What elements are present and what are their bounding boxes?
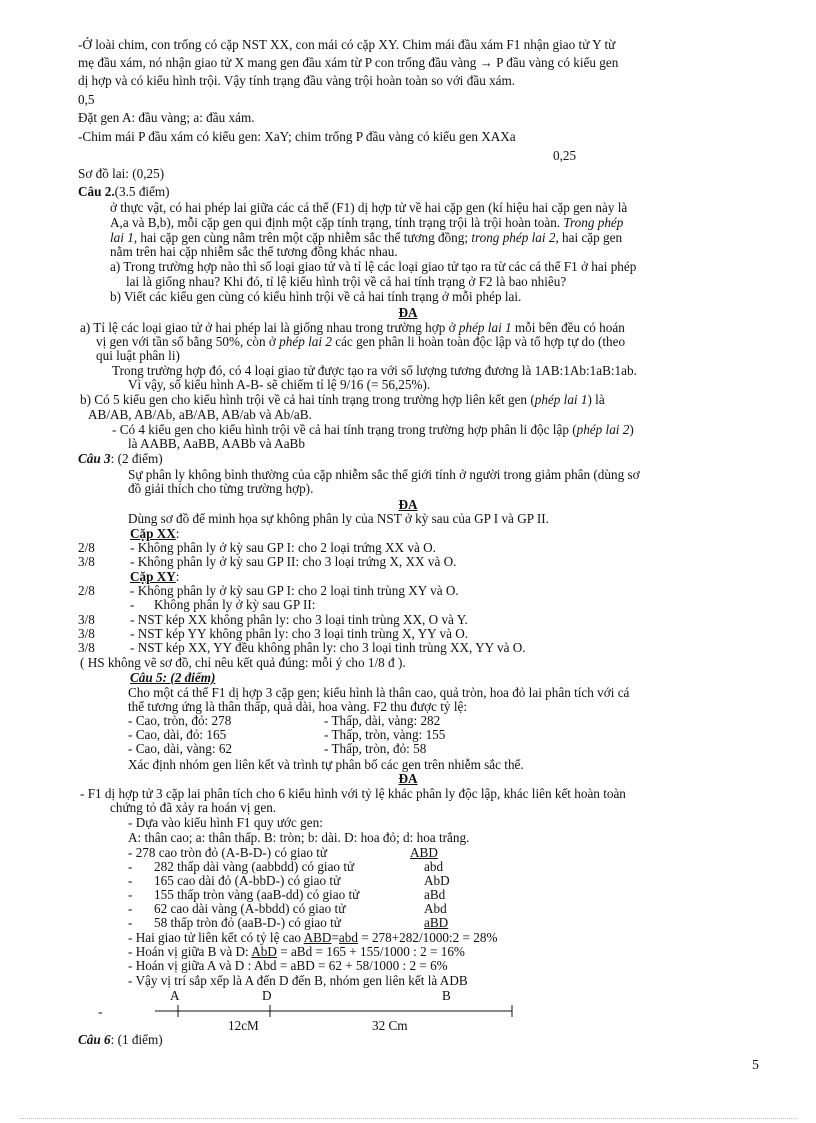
gene-map-line [0, 1000, 816, 1030]
text-line: - Dựa vào kiểu hình F1 quy ước gen: [128, 815, 323, 830]
text-line: - NST kép XX không phân ly: cho 3 loại tinh trùng XX, O và Y. [130, 612, 468, 627]
text-run: a) Tỉ lệ các loại giao tử ở hai phép lai là giống nhau trong trường hợp ở [80, 320, 456, 335]
distance-label: 12cM [228, 1018, 259, 1033]
text-line: đồ giải thích cho từng trường hợp). [128, 481, 314, 496]
gamete: Abd [424, 901, 447, 916]
text-run: vị gen với tần số bằng 50%, còn ở [96, 334, 276, 349]
text-run: Trong phép [563, 215, 624, 230]
text-line: - Vậy vị trí sắp xếp là A đến D đến B, nhóm gen liên kết là ADB [128, 973, 468, 988]
subheading [130, 527, 179, 541]
gamete-row: 282 thấp dài vàng (aabbdd) có giao tử [154, 859, 355, 874]
text-line: là AABB, AaBB, AABb và AaBb [128, 436, 305, 451]
bullet: - [98, 1004, 103, 1019]
question-label: Câu 6 [78, 1032, 111, 1047]
text-line [80, 321, 625, 335]
score: 2/8 [78, 540, 95, 555]
bullet: - [128, 859, 133, 874]
text-run: trong phép lai 2 [471, 230, 556, 245]
text-line [110, 216, 623, 230]
text-run: = [331, 930, 339, 945]
gamete: AbD [424, 873, 450, 888]
gene-label-d: D [262, 988, 272, 1003]
bullet: - [128, 873, 133, 888]
text-line: Cho một cá thể F1 dị hợp 3 cặp gen; kiểu hình là thân cao, quả tròn, hoa đỏ lai phân tích với cá [128, 685, 630, 700]
gamete-row: - 278 cao tròn đỏ (A-B-D-) có giao tử [128, 845, 328, 860]
text-run: ) là [587, 392, 605, 407]
text-line [112, 423, 634, 437]
gene-label-a: A [170, 988, 180, 1003]
score: 3/8 [78, 612, 95, 627]
gamete: ABD [410, 845, 438, 860]
text-run: phép lai 1 [458, 320, 512, 335]
text-line: -Chim mái P đầu xám có kiểu gen: XaY; chim trống P đầu vàng có kiểu gen XAXa [78, 129, 516, 144]
page-bottom-rule [20, 1118, 796, 1119]
answer-heading: ĐA [398, 497, 418, 512]
text-line [96, 335, 625, 349]
score: 0,5 [78, 92, 95, 107]
gamete: aBD [424, 915, 449, 930]
text-run: = aBd = 165 + 155/1000 : 2 = 16% [280, 944, 465, 959]
text-run: , hai cặp gen [555, 230, 623, 245]
bullet: - [128, 901, 133, 916]
text-line: - Hoán vị giữa A và D : Abd = aBD = 62 + 58/1000 : 2 = 6% [128, 958, 448, 973]
score: 3/8 [78, 640, 95, 655]
gamete: abd [424, 859, 444, 874]
text-run: : [175, 569, 180, 584]
text-run: lai 1 [110, 230, 134, 245]
question-heading [78, 185, 170, 199]
question-heading: Câu 5: (2 điểm) [130, 670, 216, 685]
text-run: phép lai 2 [576, 422, 630, 437]
score: 3/8 [78, 626, 95, 641]
text-line: b) Viết các kiểu gen cùng có kiểu hình trội về cả hai tính trạng ở mỗi phép lai. [110, 289, 522, 304]
answer-heading: ĐA [398, 771, 418, 786]
text-line [80, 393, 605, 407]
list-item: - Thấp, dài, vàng: 282 [324, 713, 441, 728]
text-line: AB/AB, AB/Ab, aB/AB, AB/ab và Ab/aB. [88, 407, 312, 422]
score: 3/8 [78, 554, 95, 569]
list-item: - Cao, tròn, đỏ: 278 [128, 713, 232, 728]
text-run: - Hoán vị giữa B và D: [128, 944, 249, 959]
text-line: thể tương ứng là thân thấp, quả dài, hoa vàng. F2 thu được tỷ lệ: [128, 699, 468, 714]
text-line: Dùng sơ đồ để minh họa sự không phân ly của NST ở kỳ sau của GP I và GP II. [128, 511, 549, 526]
text-line: -Ở loài chim, con trống có cặp NST XX, con mái có cặp XY. Chim mái đầu xám F1 nhận giao tử Y từ [78, 37, 616, 52]
text-run: các gen phân li hoàn toàn độc lập và tổ hợp tự do (theo [335, 334, 626, 349]
gamete: aBd [424, 887, 446, 902]
list-item: - Cao, dài, đỏ: 165 [128, 727, 227, 742]
text-run: = 278+282/1000:2 = 28% [361, 930, 498, 945]
text-line: - F1 dị hợp tử 3 cặp lai phân tích cho 6 kiểu hình với tỷ lệ khác phân ly độc lập, khác liên kết hoàn toàn [80, 786, 626, 801]
text-line: - Không phân ly ở kỳ sau GP I: cho 2 loại trứng XX và O. [130, 540, 436, 555]
gamete-row: 155 thấp tròn vàng (aaB-dd) có giao tử [154, 887, 360, 902]
text-line: nằm trên hai cặp nhiễm sắc thể tương đồng khác nhau. [110, 244, 398, 259]
text-line [128, 931, 497, 945]
text-line: - NST kép YY không phân ly: cho 3 loại tinh trùng X, YY và O. [130, 626, 469, 641]
list-item: - Cao, dài, vàng: 62 [128, 741, 233, 756]
question-heading [78, 452, 163, 466]
answer-heading: ĐA [398, 305, 418, 320]
text-run: - Có 4 kiểu gen cho kiểu hình trội về cả hai tính trạng trong trường hợp phân li độc lập ( [112, 422, 577, 437]
text-line: Xác định nhóm gen liên kết và trình tự phân bố các gen trên nhiễm sắc thể. [128, 757, 524, 772]
text-run: mỗi bên đều có hoán [514, 320, 625, 335]
text-line: A: thân cao; a: thân thấp. B: tròn; b: dài. D: hoa đỏ; d: hoa trắng. [128, 830, 470, 845]
bullet: - [128, 887, 133, 902]
list-item: - Thấp, tròn, vàng: 155 [324, 727, 446, 742]
text-run: A,a và B,b), mỗi cặp gen qui định một cặp tính trạng, tính trạng trội là trội hoàn toàn. [110, 215, 561, 230]
distance-label: 32 Cm [372, 1018, 408, 1033]
text-line: Không phân ly ở kỳ sau GP II: [154, 597, 316, 612]
question-heading [78, 1033, 163, 1047]
page-number: 5 [752, 1058, 759, 1073]
text-line: chứng tỏ đã xảy ra hoán vị gen. [110, 800, 277, 815]
text-run: , hai cặp gen cùng nằm trên một cặp nhiễm sắc thể tương đồng; [133, 230, 469, 245]
text-line: Sự phân ly không bình thường của cặp nhiễm sắc thể giới tính ở người trong giảm phân (dùng sơ [128, 467, 640, 482]
gamete-row: 165 cao dài đỏ (A-bbD-) có giao tử [154, 873, 341, 888]
text-line: a) Trong trường hợp nào thì số loại giao tử và tỉ lệ các loại giao tử tạo ra từ các cá thể F1 ở hai phép [110, 259, 637, 274]
text-line: - Không phân ly ở kỳ sau GP II: cho 3 loại trứng X, XX và O. [130, 554, 457, 569]
text-line: Sơ đồ lai: (0,25) [78, 166, 165, 181]
text-run: Cặp XX [130, 526, 176, 541]
subheading [130, 570, 179, 584]
question-label: Câu 3 [78, 451, 111, 466]
question-label: Câu 2. [78, 184, 115, 199]
text-run: phép lai 1 [534, 392, 588, 407]
text-line: mẹ đầu xám, nó nhận giao tử X mang gen đầu xám từ P con trống đầu vàng → P đầu vàng có kiểu gen [78, 55, 619, 70]
text-line [128, 945, 465, 959]
text-line [110, 231, 622, 245]
text-line: - [130, 597, 135, 612]
question-points: : (2 điểm) [110, 451, 163, 466]
text-line: ( HS không vẽ sơ đồ, chỉ nêu kết quả đúng: mỗi ý cho 1/8 đ ). [80, 655, 406, 670]
question-points: : (1 điểm) [110, 1032, 163, 1047]
text-run: ) [629, 422, 634, 437]
text-run: Cặp XY [130, 569, 176, 584]
gamete-row: 58 thấp tròn đỏ (aaB-D-) có giao tử [154, 915, 341, 930]
gene-label-b: B [442, 988, 451, 1003]
text-line: lai là giống nhau? Khi đó, tỉ lệ kiểu hình trội về cả hai tính trạng ở F2 là bao nhiêu? [126, 274, 567, 289]
text-run: : [175, 526, 180, 541]
text-run: ABD [303, 930, 332, 945]
text-line: Vì vậy, số kiểu hình A-B- sẽ chiếm tỉ lệ 9/16 (= 56,25%). [128, 377, 431, 392]
text-run: b) Có 5 kiểu gen cho kiểu hình trội về cả hai tính trạng trong trường hợp liên kết gen ( [80, 392, 535, 407]
text-line: Đặt gen A: đầu vàng; a: đầu xám. [78, 110, 255, 125]
text-line: - Không phân ly ở kỳ sau GP I: cho 2 loại tinh trùng XY và O. [130, 583, 459, 598]
gamete-row: 62 cao dài vàng (A-bbdd) có giao tử [154, 901, 346, 916]
text-run: abd [338, 930, 358, 945]
text-run: - Hai giao tử liên kết có tỷ lệ cao [128, 930, 302, 945]
text-line: Trong trường hợp đó, có 4 loại giao tử được tạo ra với số lượng tương đương là 1AB:1Ab:1aB:1ab. [112, 363, 637, 378]
score: 0,25 [553, 148, 577, 163]
text-run: AbD [251, 944, 277, 959]
text-run: phép lai 2 [279, 334, 332, 349]
score: 2/8 [78, 583, 95, 598]
text-line: ở thực vật, có hai phép lai giữa các cá thể (F1) dị hợp tử về hai cặp gen (kí hiệu hai cặp gen này là [110, 200, 628, 215]
bullet: - [128, 915, 133, 930]
list-item: - Thấp, tròn, đỏ: 58 [324, 741, 427, 756]
text-line: dị hợp và có kiểu hình trội. Vậy tính trạng đầu vàng trội hoàn toàn so với đầu xám. [78, 73, 516, 88]
question-points: (3.5 điểm) [114, 184, 170, 199]
text-line: - NST kép XX, YY đều không phân ly: cho 3 loại tinh trùng XX, YY và O. [130, 640, 526, 655]
text-line: qui luật phân li) [96, 348, 180, 363]
